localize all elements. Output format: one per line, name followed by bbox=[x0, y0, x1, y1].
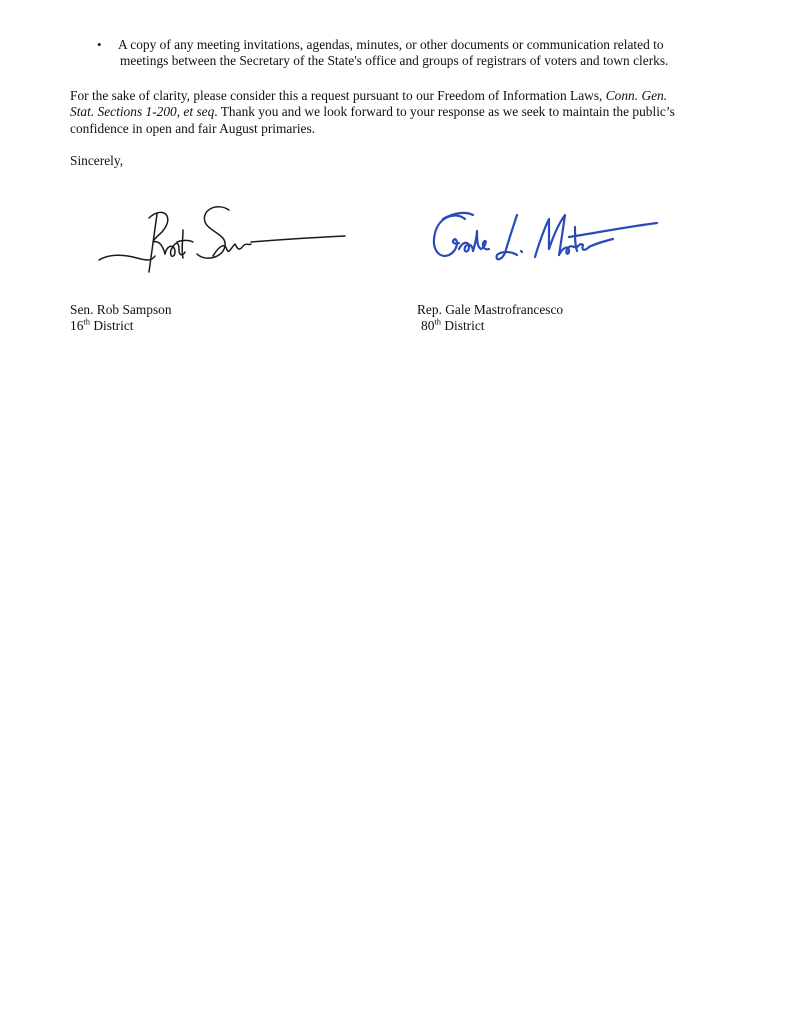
signature-rob-sampson bbox=[95, 196, 350, 286]
signer-left-district bbox=[70, 318, 134, 334]
district-number: 80 bbox=[421, 318, 435, 333]
bullet-text bbox=[118, 37, 758, 70]
bullet-icon: • bbox=[97, 37, 102, 52]
district-number: 16 bbox=[70, 318, 84, 333]
signature-left-strokes bbox=[99, 207, 345, 272]
paragraph-line-2 bbox=[70, 104, 730, 120]
bullet-line-2: meetings between the Secretary of the State's office and groups of registrars of voters and town clerks. bbox=[120, 53, 669, 69]
district-word: District bbox=[441, 318, 485, 333]
signature-gale-mastrofrancesco bbox=[425, 205, 660, 275]
paragraph-line-3: confidence in open and fair August primaries. bbox=[70, 120, 316, 136]
district-suffix: th bbox=[83, 316, 91, 327]
district-suffix: th bbox=[434, 316, 442, 327]
citation-italic-1: Conn. Gen. bbox=[605, 88, 668, 103]
paragraph-line-1 bbox=[70, 88, 730, 104]
signature-right-strokes bbox=[434, 213, 657, 259]
paragraph-line-2-text: . Thank you and we look forward to your response as we seek to maintain the public’s bbox=[214, 104, 675, 120]
district-word: District bbox=[90, 318, 134, 333]
paragraph-line-1-text: For the sake of clarity, please consider this a request pursuant to our Freedom of Information Laws, bbox=[70, 88, 606, 103]
citation-italic-2: Stat. Sections 1-200, et seq bbox=[70, 104, 215, 120]
request-paragraph bbox=[70, 88, 730, 137]
bullet-line-1: A copy of any meeting invitations, agendas, minutes, or other documents or communication related to bbox=[118, 37, 664, 52]
signer-left-name: Sen. Rob Sampson bbox=[70, 302, 172, 317]
signer-right-name: Rep. Gale Mastrofrancesco bbox=[417, 302, 564, 317]
signer-right-district bbox=[421, 318, 485, 334]
closing-salutation: Sincerely, bbox=[70, 153, 124, 168]
